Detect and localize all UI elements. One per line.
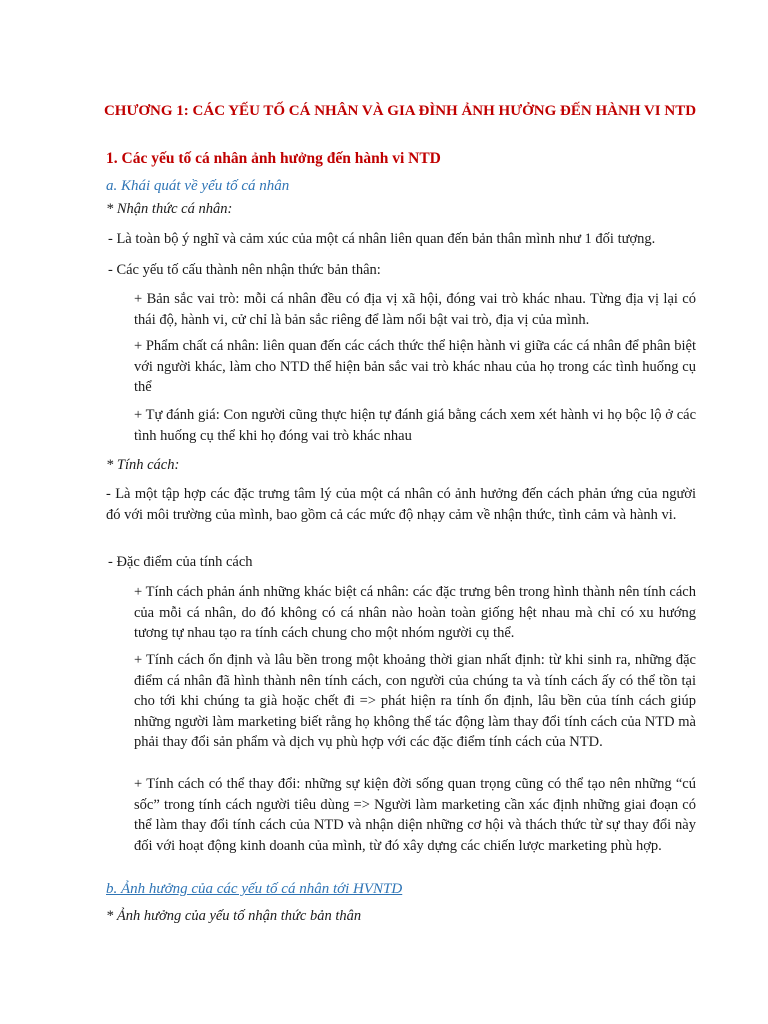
dash-item-3: - Là một tập hợp các đặc trưng tâm lý của một cá nhân có ảnh hưởng đến cách phản ứng của người đó với môi trường của mình, bao gồm cả các mức độ nhạy cảm về nhận thức, tình cảm và hành vi. [106, 486, 696, 523]
dash-item-4: - Đặc điểm của tính cách [108, 554, 253, 570]
plus-item-tu-danh-gia: + Tự đánh giá: Con người cũng thực hiện tự đánh giá bằng cách xem xét hành vi họ bộc lộ ở các tình huống cụ thể khi họ đóng vai trò khác nhau [134, 407, 696, 444]
subheading-a: a. Khái quát về yếu tố cá nhân [106, 178, 290, 194]
plus-item-khac-biet-ca-nhan: + Tính cách phản ánh những khác biệt cá nhân: các đặc trưng bên trong hình thành nên tính cách của mỗi cá nhân, do đó không có cá nhân nào hoàn toàn giống hệt nhau mà chỉ có xu hướng tương tự nhau tạo ra tính cách chung cho một nhóm người cụ thể. [134, 584, 696, 641]
dash-item-2: - Các yếu tố cấu thành nên nhận thức bản thân: [108, 262, 381, 278]
bullet-nhan-thuc-ca-nhan: * Nhận thức cá nhân: [106, 201, 233, 217]
subheading-b: b. Ảnh hưởng của các yếu tố cá nhân tới HVNTD [106, 881, 403, 897]
dash-item-1: - Là toàn bộ ý nghĩ và cảm xúc của một cá nhân liên quan đến bản thân mình như 1 đối tượng. [108, 231, 656, 247]
plus-item-on-dinh-lau-ben: + Tính cách ổn định và lâu bền trong một khoảng thời gian nhất định: từ khi sinh ra, những đặc điểm cá nhân đã hình thành nên tính cách, con người của chúng ta và tính cách ấy có thể tồn tại cho tới khi chúng ta già hoặc chết đi => phát hiện ra tính ổn định, lâu bền của tính cách giúp những người làm marketing biết rằng họ không thể tác động làm thay đổi tính cách của NTD mà phải thay đổi sản phẩm và dịch vụ phù hợp với các đặc điểm tính cách của NTD. [134, 652, 696, 750]
plus-item-pham-chat-ca-nhan: + Phẩm chất cá nhân: liên quan đến các cách thức thể hiện hành vi giữa các cá nhân để phân biệt với người khác, làm cho NTD thể hiện bản sắc vai trò khác nhau của họ trong các tình huống cụ thể [134, 338, 696, 395]
plus-item-co-the-thay-doi: + Tính cách có thể thay đổi: những sự kiện đời sống quan trọng cũng có thể tạo nên những “cú sốc” trong tính cách người tiêu dùng => Người làm marketing cần xác định những giai đoạn có thể làm thay đổi tính cách của NTD và nhận diện những cơ hội và thách thức từ sự thay đổi này đối với hoạt động kinh doanh của mình, từ đó xây dựng các chiến lược marketing phù hợp. [134, 776, 696, 854]
section-heading-1: 1. Các yếu tố cá nhân ảnh hưởng đến hành vi NTD [106, 150, 441, 167]
chapter-title: CHƯƠNG 1: CÁC YẾU TỐ CÁ NHÂN VÀ GIA ĐÌNH ẢNH HƯỞNG ĐẾN HÀNH VI NTD [103, 103, 697, 119]
bullet-anh-huong-nhan-thuc: * Ảnh hưởng của yếu tố nhận thức bản thân [106, 908, 362, 924]
bullet-tinh-cach: * Tính cách: [106, 457, 180, 473]
plus-item-ban-sac-vai-tro: + Bản sắc vai trò: mỗi cá nhân đều có địa vị xã hội, đóng vai trò khác nhau. Từng địa vị lại có thái độ, hành vi, cử chỉ là bản sắc riêng để làm nổi bật vai trò, địa vị của mình. [134, 291, 696, 328]
